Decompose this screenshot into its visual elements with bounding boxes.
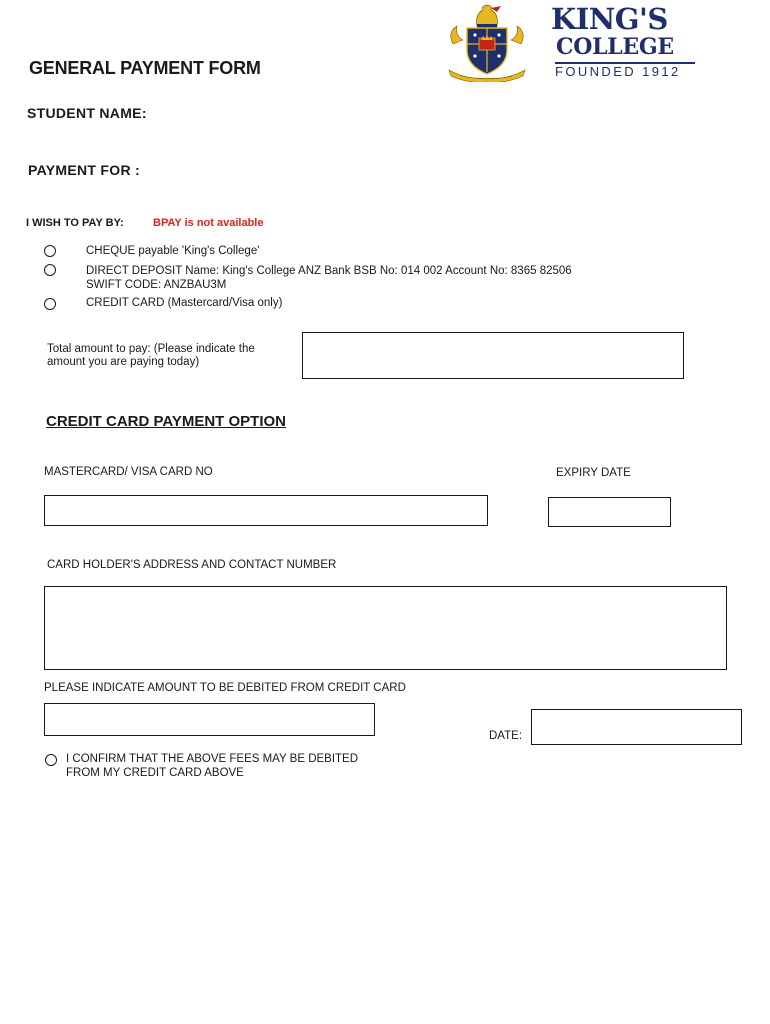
confirm-debit-label-line2: FROM MY CREDIT CARD ABOVE (66, 767, 244, 779)
student-name-label: STUDENT NAME: (27, 105, 147, 121)
pay-by-label: I WISH TO PAY BY: (26, 217, 124, 229)
debit-amount-label: PLEASE INDICATE AMOUNT TO BE DEBITED FROM CREDIT CARD (44, 682, 406, 694)
logo-wordmark-kings: KING'S (551, 2, 668, 36)
cardholder-address-field[interactable] (44, 586, 727, 670)
expiry-date-label: EXPIRY DATE (556, 467, 631, 479)
radio-direct-deposit[interactable] (44, 264, 56, 276)
option-direct-deposit-swift: SWIFT CODE: ANZBAU3M (86, 279, 227, 291)
logo-wordmark-college: COLLEGE (556, 34, 674, 60)
card-number-field[interactable] (44, 495, 488, 526)
total-amount-field[interactable] (302, 332, 684, 379)
radio-credit-card[interactable] (44, 298, 56, 310)
cardholder-address-label: CARD HOLDER'S ADDRESS AND CONTACT NUMBER (47, 559, 337, 571)
radio-cheque[interactable] (44, 245, 56, 257)
option-direct-deposit-label: DIRECT DEPOSIT Name: King's College ANZ Bank BSB No: 014 002 Account No: 8365 82506 (86, 265, 572, 277)
kings-college-crest-logo (447, 4, 527, 82)
bpay-notice: BPAY is not available (153, 217, 264, 229)
card-number-label: MASTERCARD/ VISA CARD NO (44, 466, 213, 478)
payment-for-label: PAYMENT FOR : (28, 162, 141, 178)
date-label: DATE: (489, 730, 523, 742)
confirm-debit-radio[interactable] (45, 754, 57, 766)
confirm-debit-label-line1: I CONFIRM THAT THE ABOVE FEES MAY BE DEBITED (66, 753, 359, 765)
option-cheque-label: CHEQUE payable 'King's College' (86, 245, 260, 257)
expiry-date-field[interactable] (548, 497, 671, 527)
credit-card-section-title: CREDIT CARD PAYMENT OPTION (46, 413, 287, 430)
total-amount-label-line2: amount you are paying today) (47, 356, 200, 368)
logo-founded-text: FOUNDED 1912 (555, 64, 681, 79)
total-amount-label-line1: Total amount to pay: (Please indicate the (47, 343, 255, 355)
option-credit-card-label: CREDIT CARD (Mastercard/Visa only) (86, 297, 283, 309)
date-field[interactable] (531, 709, 742, 745)
page-title: GENERAL PAYMENT FORM (29, 58, 261, 78)
debit-amount-field[interactable] (44, 703, 375, 736)
